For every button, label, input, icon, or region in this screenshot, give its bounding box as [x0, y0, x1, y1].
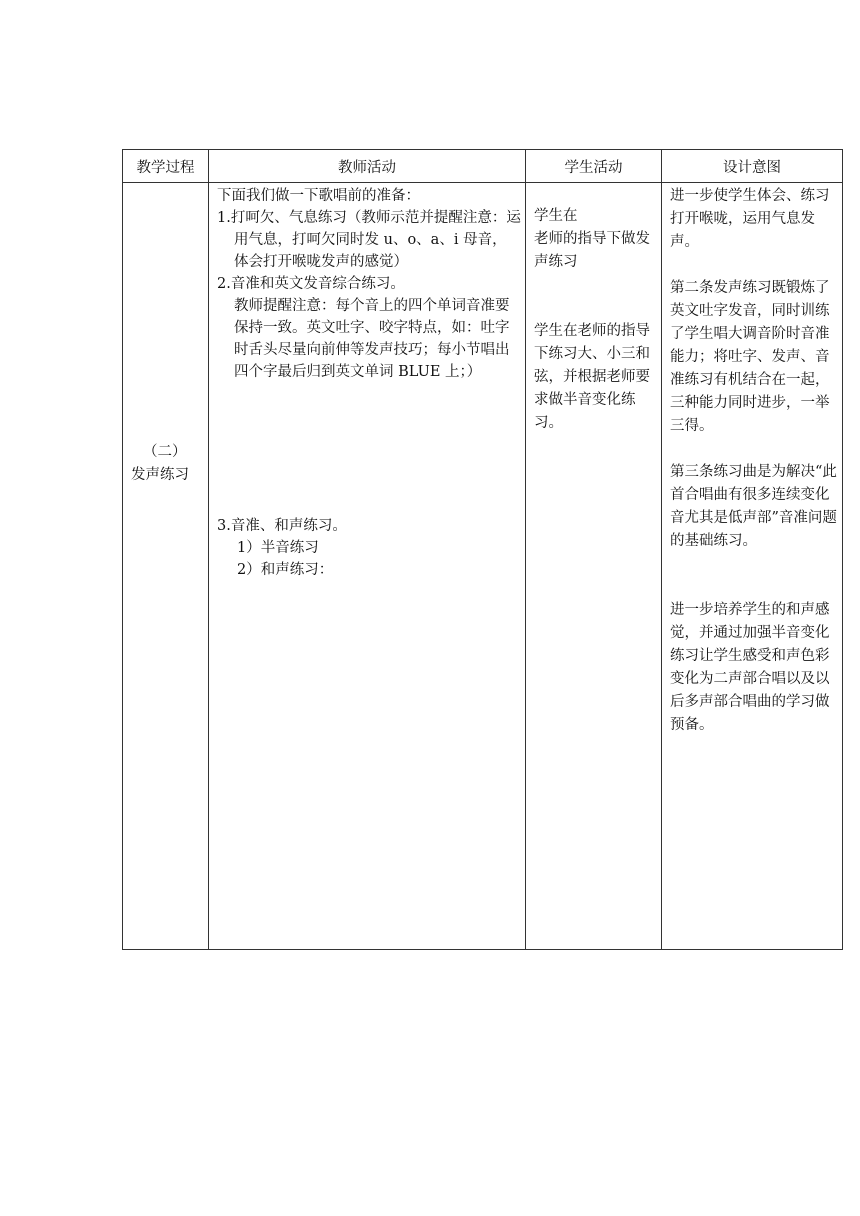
teacher-item-3-sub-1: 1）半音练习	[237, 540, 319, 556]
lesson-plan-table	[122, 149, 843, 950]
design-intent-cell	[662, 183, 843, 950]
design-para-4: 进一步培养学生的和声感觉，并通过加强半音变化练习让学生感受和声色彩变化为二声部合唱以及以后多声部合唱曲的学习做预备。	[670, 602, 830, 733]
teacher-item-1: 1.打呵欠、气息练习（教师示范并提醒注意：运用气息，打呵欠同时发 u、o、a、i 母音，体会打开喉咙发声的感觉）	[217, 210, 521, 270]
student-para-1-line-2: 老师的指导下做发声练习	[534, 231, 650, 270]
design-para-1: 进一步使学生体会、练习打开喉咙，运用气息发声。	[670, 188, 830, 250]
stage-cell	[123, 183, 209, 950]
teacher-item-3-sub-2: 2）和声练习：	[237, 562, 334, 578]
table-header-row	[123, 150, 843, 183]
teacher-item-2-body: 教师提醒注意：每个音上的四个单词音准要保持一致。英文吐字、咬字特点，如：吐字时舌头尽量向前伸等发声技巧；每小节唱出四个字最后归到英文单词 BLUE 上；）	[234, 298, 510, 380]
stage-label-title: 发声练习	[131, 467, 189, 483]
student-activity-cell	[526, 183, 662, 950]
teacher-intro: 下面我们做一下歌唱前的准备：	[217, 188, 420, 204]
student-para-1-line-1: 学生在	[534, 208, 578, 224]
header-teacher-activity: 教师活动	[209, 150, 526, 183]
stage-label	[131, 441, 204, 487]
stage-label-number: （二）	[143, 444, 187, 460]
design-para-3: 第三条练习曲是为解决“此首合唱曲有很多连续变化音尤其是低声部”音准问题的基础练习。	[670, 464, 837, 549]
student-para-2: 学生在老师的指导下练习大、小三和弦，并根据老师要求做半音变化练习。	[534, 323, 650, 431]
header-design-intent: 设计意图	[662, 150, 843, 183]
teacher-item-2-title: 2.音准和英文发音综合练习。	[217, 276, 405, 292]
header-teaching-process: 教学过程	[123, 150, 209, 183]
design-para-2: 第二条发声练习既锻炼了英文吐字发音，同时训练了学生唱大调音阶时音准能力；将吐字、发声、音准练习有机结合在一起，三种能力同时进步，一举三得。	[670, 280, 830, 434]
teacher-activity-cell	[209, 183, 526, 950]
teacher-item-3-title: 3.音准、和声练习。	[217, 518, 347, 534]
table-row	[123, 183, 843, 950]
header-student-activity: 学生活动	[526, 150, 662, 183]
